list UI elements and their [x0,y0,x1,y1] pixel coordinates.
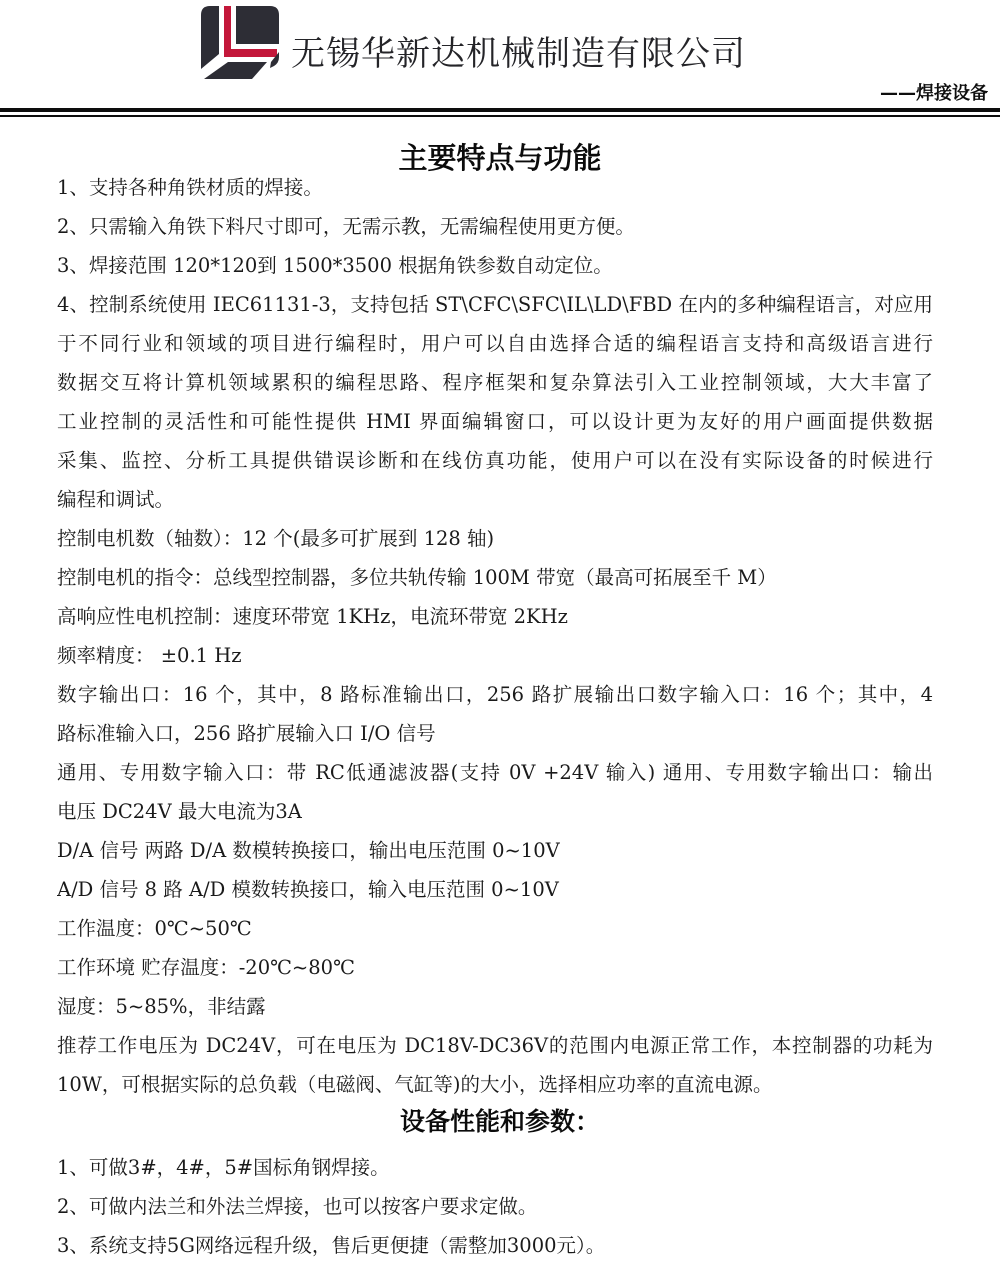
spec-frequency: 频率精度： ±0.1 Hz [57,644,242,667]
spec-voltage: 推荐工作电压为 DC24V，可在电压为 DC18V-DC36V的范围内电源正常工作，本控制器的功耗为 [57,1034,933,1057]
spec-storage-temp: 工作环境 贮存温度：-20℃~80℃ [57,956,355,979]
feature-item-3: 3、焊接范围 120*120到 1500*3500 根据角铁参数自动定位。 [57,254,613,277]
section-title-params: 设备性能和参数： [399,1107,600,1136]
spec-work-temp: 工作温度：0℃~50℃ [57,917,252,940]
feature-item-2: 2、只需输入角铁下料尺寸即可，无需示教，无需编程使用更方便。 [57,215,635,238]
spec-voltage: 10W，可根据实际的总负载（电磁阀、气缸等)的大小，选择相应功率的直流电源。 [57,1073,773,1096]
spec-da-signal: D/A 信号 两路 D/A 数模转换接口，输出电压范围 0~10V [57,839,560,862]
features-text [57,168,933,1104]
feature-item-4-line: 采集、监控、分析工具提供错误诊断和在线仿真功能，使用户可以在没有实际设备的时候进行 [57,449,933,472]
header-divider [0,108,1000,117]
param-item-1: 1、可做3#，4#，5#国标角钢焊接。 [57,1156,390,1179]
company-name: 无锡华新达机械制造有限公司 [291,34,746,74]
spec-humidity: 湿度：5~85%，非结露 [57,995,266,1018]
spec-ad-signal: A/D 信号 8 路 A/D 模数转换接口，输入电压范围 0~10V [57,878,559,901]
spec-digital-io: 路标准输入口，256 路扩展输入口 I/O 信号 [57,722,436,745]
param-item-3: 3、系统支持5G网络远程升级，售后更便捷（需整加3000元）。 [57,1234,606,1257]
feature-item-1: 1、支持各种角铁材质的焊接。 [57,176,323,199]
spec-motor-command: 控制电机的指令：总线型控制器，多位共轨传输 100M 带宽（最高可拓展至千 M） [57,566,777,589]
feature-item-4-line: 数据交互将计算机领域累积的编程思路、程序框架和复杂算法引入工业控制领域，大大丰富了 [57,371,933,394]
spec-io-filter: 电压 DC24V 最大电流为3A [57,800,302,823]
feature-item-4-line: 工业控制的灵活性和可能性提供 HMI 界面编辑窗口，可以设计更为友好的用户画面提供数据 [57,410,933,433]
tagline-welding-equipment: ——焊接设备 [880,83,988,104]
feature-item-4-line: 编程和调试。 [57,488,175,511]
feature-item-4-line: 于不同行业和领域的项目进行编程时，用户可以自由选择合适的编程语言支持和高级语言进行 [57,332,933,355]
spec-io-filter: 通用、专用数字输入口：带 RC低通滤波器(支持 0V +24V 输入) 通用、专用数字输出口：输出 [57,761,933,784]
spec-digital-io: 数字输出口：16 个，其中，8 路标准输出口，256 路扩展输出口数字输入口：16 个；其中，4 [57,683,933,706]
param-item-2: 2、可做内法兰和外法兰焊接，也可以按客户要求定做。 [57,1195,538,1218]
section-title-features: 主要特点与功能 [398,141,602,175]
feature-item-4-line: 4、控制系统使用 IEC61131-3，支持包括 ST\CFC\SFC\IL\LD\FBD 在内的多种编程语言，对应用 [57,293,933,316]
spec-motor-count: 控制电机数（轴数）：12 个(最多可扩展到 128 轴) [57,527,495,550]
spec-motor-control: 高响应性电机控制：速度环带宽 1KHz，电流环带宽 2KHz [57,605,568,628]
params-text [57,1148,933,1265]
company-logo-icon [191,4,283,84]
